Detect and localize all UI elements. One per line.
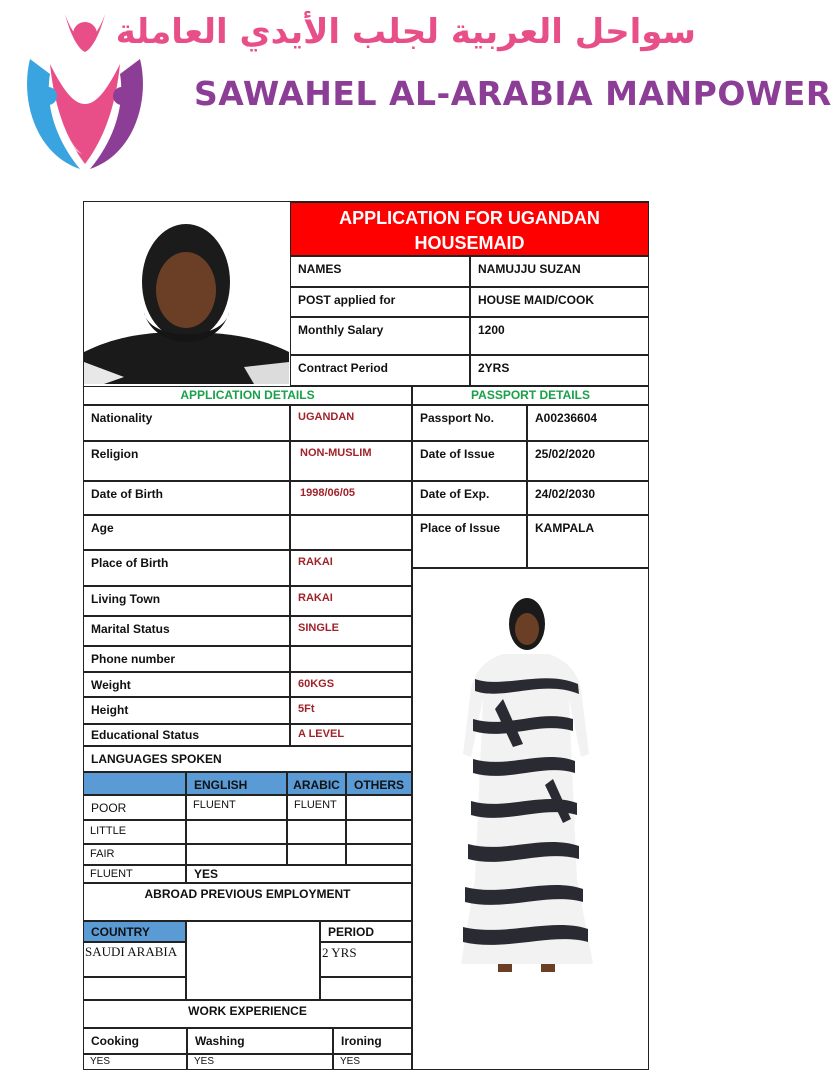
value-place-of-issue: KAMPALA <box>527 515 649 568</box>
value-contract: 2YRS <box>470 355 649 386</box>
label-passport-no: Passport No. <box>412 405 527 441</box>
lang-fair-arabic <box>287 844 346 865</box>
work-label-ironing: Ironing <box>333 1028 412 1054</box>
value-religion: NON-MUSLIM <box>290 441 412 481</box>
label-weight: Weight <box>83 672 290 697</box>
label-place-of-birth: Place of Birth <box>83 550 290 586</box>
label-height: Height <box>83 697 290 724</box>
work-experience-heading: WORK EXPERIENCE <box>83 1000 412 1028</box>
employment-country-label: COUNTRY <box>83 921 186 942</box>
lang-fluent-english: YES <box>186 865 412 883</box>
application-details-heading: APPLICATION DETAILS <box>83 386 412 405</box>
lang-level-little: LITTLE <box>83 820 186 844</box>
company-name-arabic: سواحل العربية لجلب الأيدي العاملة <box>115 12 696 52</box>
employment-country-empty <box>83 977 186 1000</box>
lang-poor-others <box>346 795 412 820</box>
employment-period-value: 2 YRS <box>320 942 412 977</box>
lang-col-others: OTHERS <box>346 772 412 795</box>
value-height: 5Ft <box>290 697 412 724</box>
label-date-of-exp: Date of Exp. <box>412 481 527 515</box>
lang-col-arabic: ARABIC <box>287 772 346 795</box>
value-age <box>290 515 412 550</box>
value-post: HOUSE MAID/COOK <box>470 287 649 317</box>
employment-middle-cell <box>186 921 320 1000</box>
lang-little-others <box>346 820 412 844</box>
lang-fair-others <box>346 844 412 865</box>
label-date-of-issue: Date of Issue <box>412 441 527 481</box>
lang-poor-arabic: FLUENT <box>287 795 346 820</box>
employment-period-empty <box>320 977 412 1000</box>
employment-country-value: SAUDI ARABIA <box>83 942 186 977</box>
work-value-ironing: YES <box>333 1054 412 1070</box>
label-nationality: Nationality <box>83 405 290 441</box>
label-contract: Contract Period <box>290 355 470 386</box>
languages-corner-cell <box>83 772 186 795</box>
value-education: A LEVEL <box>290 724 412 746</box>
value-living-town: RAKAI <box>290 586 412 616</box>
label-phone: Phone number <box>83 646 290 672</box>
value-phone <box>290 646 412 672</box>
lang-level-poor: POOR <box>83 795 186 820</box>
work-label-cooking: Cooking <box>83 1028 187 1054</box>
value-weight: 60KGS <box>290 672 412 697</box>
label-religion: Religion <box>83 441 290 481</box>
work-label-washing: Washing <box>187 1028 333 1054</box>
languages-heading: LANGUAGES SPOKEN <box>83 746 412 772</box>
value-date-of-issue: 25/02/2020 <box>527 441 649 481</box>
lang-level-fair: FAIR <box>83 844 186 865</box>
lang-fair-english <box>186 844 287 865</box>
label-marital-status: Marital Status <box>83 616 290 646</box>
label-education: Educational Status <box>83 724 290 746</box>
label-age: Age <box>83 515 290 550</box>
lang-col-english: ENGLISH <box>186 772 287 795</box>
lang-little-arabic <box>287 820 346 844</box>
label-names: NAMES <box>290 256 470 287</box>
value-nationality: UGANDAN <box>290 405 412 441</box>
company-name-english: SAWAHEL AL-ARABIA MANPOWER <box>194 74 832 113</box>
candidate-full-body-photo <box>412 568 649 1070</box>
label-dob: Date of Birth <box>83 481 290 515</box>
value-date-of-exp: 24/02/2030 <box>527 481 649 515</box>
value-dob: 1998/06/05 <box>290 481 412 515</box>
value-names: NAMUJJU SUZAN <box>470 256 649 287</box>
label-place-of-issue: Place of Issue <box>412 515 527 568</box>
lang-little-english <box>186 820 287 844</box>
value-salary: 1200 <box>470 317 649 355</box>
lang-level-fluent: FLUENT <box>83 865 186 883</box>
label-post: POST applied for <box>290 287 470 317</box>
value-place-of-birth: RAKAI <box>290 550 412 586</box>
employment-period-label: PERIOD <box>320 921 412 942</box>
value-passport-no: A00236604 <box>527 405 649 441</box>
form-title: APPLICATION FOR UGANDAN HOUSEMAID <box>290 202 649 256</box>
label-living-town: Living Town <box>83 586 290 616</box>
employment-heading: ABROAD PREVIOUS EMPLOYMENT <box>83 883 412 921</box>
work-value-washing: YES <box>187 1054 333 1070</box>
work-value-cooking: YES <box>83 1054 187 1070</box>
value-marital-status: SINGLE <box>290 616 412 646</box>
label-salary: Monthly Salary <box>290 317 470 355</box>
candidate-portrait-photo <box>84 202 289 384</box>
passport-details-heading: PASSPORT DETAILS <box>412 386 649 405</box>
lang-poor-english: FLUENT <box>186 795 287 820</box>
